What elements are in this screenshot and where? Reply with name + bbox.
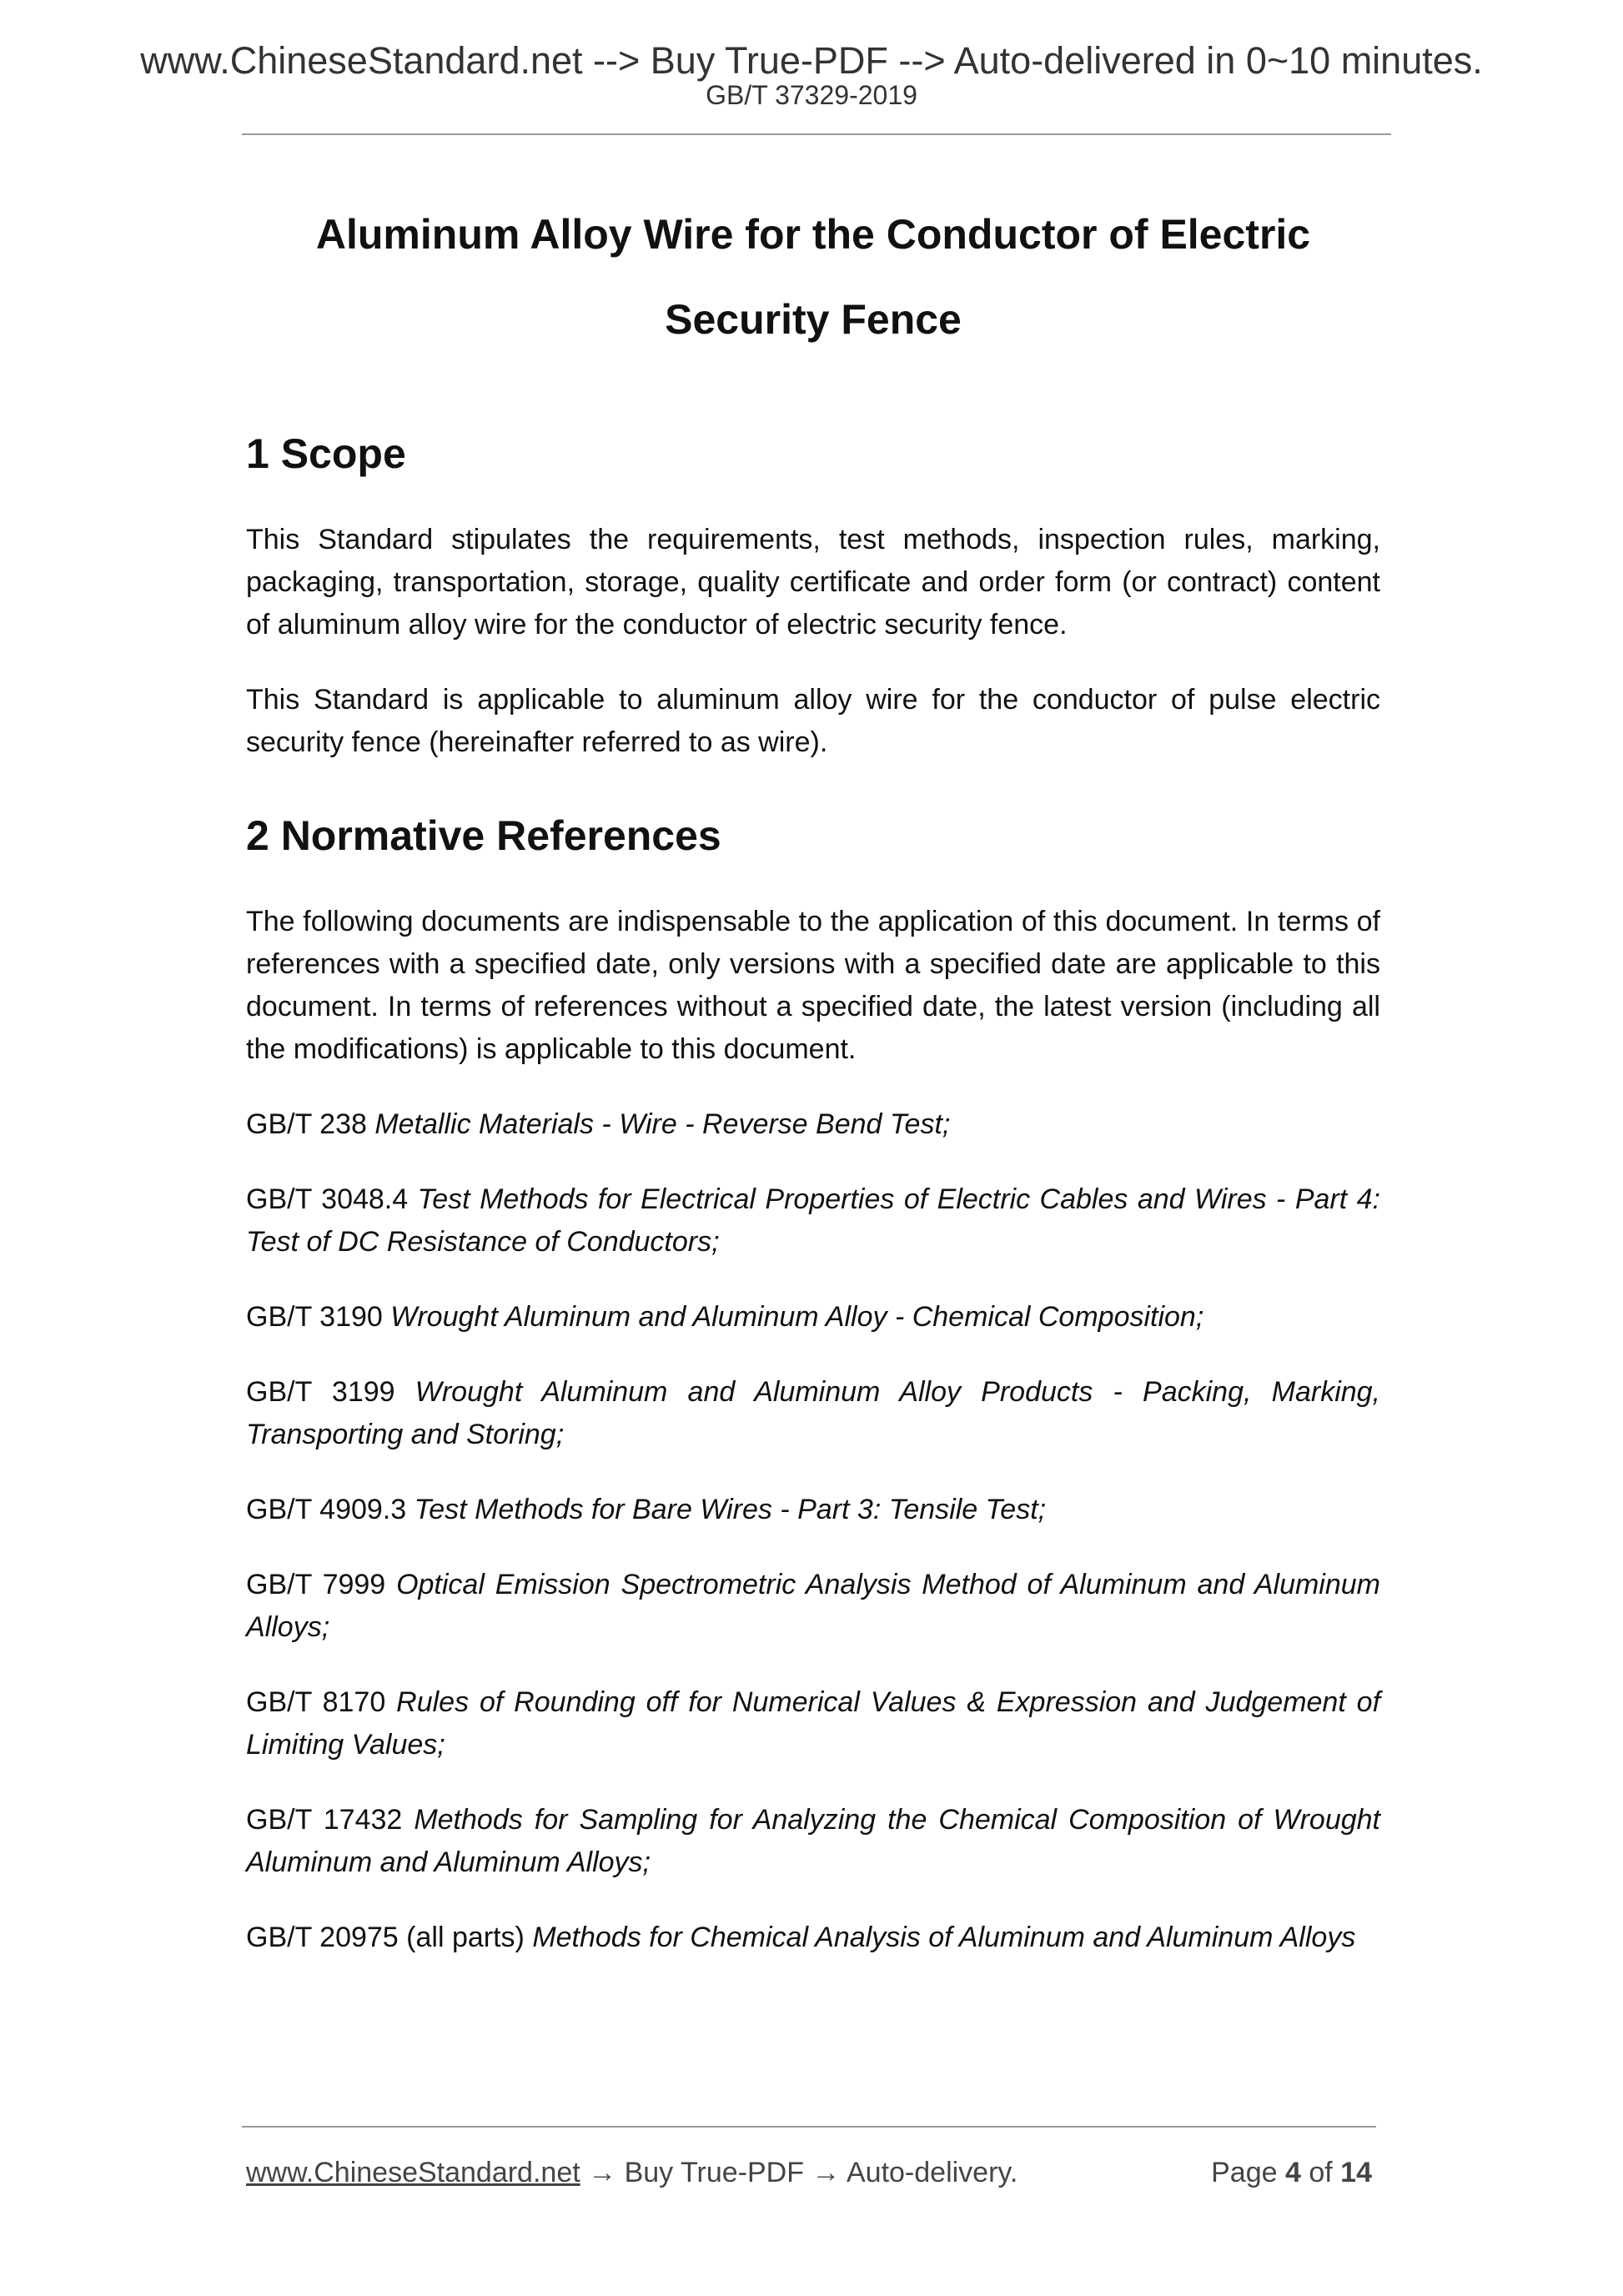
reference-title: Test Methods for Bare Wires - Part 3: Tensile Test; [414,1494,1047,1525]
scope-paragraph-1: This Standard stipulates the requirements, test methods, inspection rules, marking, packaging, transportation, storage, quality certificate and order form (or contract) content of aluminum alloy wire for the conductor of electric security fence. [246,524,1380,641]
reference-item [246,1296,1380,1339]
section-heading-normative-references: 2 Normative References [246,812,721,859]
reference-code: GB/T 17432 [246,1804,403,1836]
reference-list [246,1103,1380,1959]
reference-item [246,1564,1380,1649]
reference-title: Rules of Rounding off for Numerical Values & Expression and Judgement of Limiting Values; [246,1686,1381,1761]
footer-promo [246,2152,1018,2193]
reference-code: GB/T 238 [246,1108,367,1140]
reference-code: GB/T 20975 (all parts) [246,1922,525,1953]
footer-site-link[interactable]: www.ChineseStandard.net [246,2157,580,2188]
reference-title: Optical Emission Spectrometric Analysis Method of Aluminum and Aluminum Alloys; [246,1569,1380,1643]
references-intro-paragraph: The following documents are indispensable to the application of this document. In terms of references with a specified date, only versions with a specified date are applicable to this document. In terms of references without a specified date, the latest version (including all the modifications) is applicable to this document. [246,906,1380,1065]
header-divider [242,133,1391,135]
title-line-1: Aluminum Alloy Wire for the Conductor of Electric [315,211,1311,258]
standard-code: GB/T 37329-2019 [706,80,917,110]
reference-code: GB/T 8170 [246,1686,386,1718]
reference-code: GB/T 3199 [246,1376,395,1408]
reference-item [246,1103,1380,1146]
page-total: 14 [1340,2157,1372,2188]
reference-item [246,1917,1380,1959]
footer-divider [242,2126,1376,2128]
reference-code: GB/T 7999 [246,1569,386,1600]
document-body [246,192,1380,1992]
reference-title: Methods for Chemical Analysis of Aluminum and Aluminum Alloys [532,1922,1356,1953]
reference-title: Wrought Aluminum and Aluminum Alloy Products - Packing, Marking, Transporting and Storing; [246,1376,1381,1450]
reference-title: Metallic Materials - Wire - Reverse Bend Test; [374,1108,951,1140]
section-heading-scope: 1 Scope [246,430,406,477]
reference-item [246,1178,1380,1264]
document-title [246,192,1380,362]
reference-item [246,1681,1380,1766]
page-footer [246,2152,1372,2193]
reference-code: GB/T 3048.4 [246,1183,409,1215]
site-banner: www.ChineseStandard.net --> Buy True-PDF --> Auto-delivered in 0~10 minutes. [140,39,1483,82]
reference-item [246,1799,1380,1884]
page-label: Page [1211,2157,1278,2188]
reference-code: GB/T 3190 [246,1301,383,1333]
title-line-2: Security Fence [665,296,962,343]
reference-title: Wrought Aluminum and Aluminum Alloy - Chemical Composition; [390,1301,1204,1333]
reference-item [246,1371,1380,1456]
reference-code: GB/T 4909.3 [246,1494,407,1525]
page-number: 4 [1284,2157,1301,2188]
reference-title: Test Methods for Electrical Properties of Electric Cables and Wires - Part 4: Test of DC Resistance of Conductors; [246,1183,1380,1258]
reference-title: Methods for Sampling for Analyzing the Chemical Composition of Wrought Aluminum and Aluminum Alloys; [246,1804,1381,1878]
scope-paragraph-2: This Standard is applicable to aluminum alloy wire for the conductor of pulse electric security fence (hereinafter referred to as wire). [246,684,1380,758]
reference-item [246,1489,1380,1531]
footer-tagline: → Buy True-PDF → Auto-delivery. [580,2157,1018,2188]
page-indicator [1211,2152,1372,2193]
of-label: of [1309,2157,1333,2188]
